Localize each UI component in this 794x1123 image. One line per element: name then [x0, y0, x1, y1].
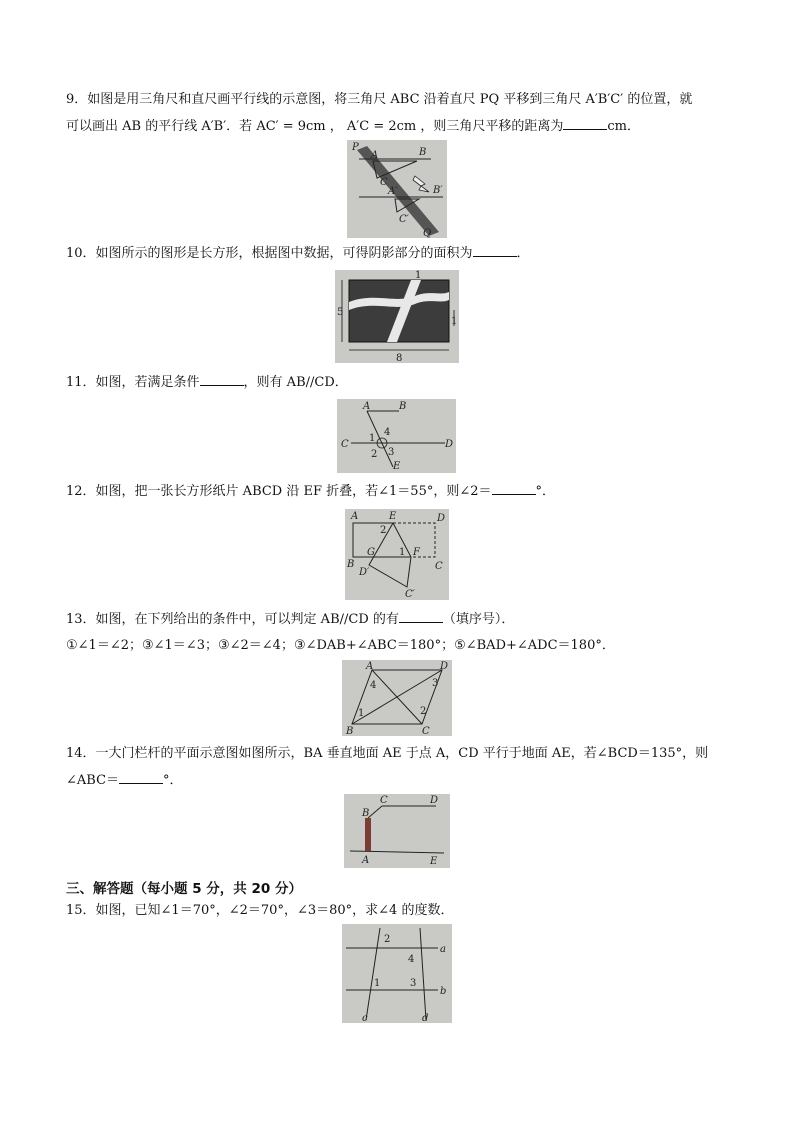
q15-label: d [422, 1013, 429, 1023]
q10-label: 1 [451, 316, 458, 327]
q9-label: C′ [399, 214, 409, 225]
q10-end: ． [516, 246, 530, 261]
q12-label: D [437, 513, 446, 524]
q11-label: 4 [384, 427, 391, 438]
q11-label: B [399, 401, 407, 412]
q9-label: Q [423, 228, 432, 238]
q11-label: E [393, 461, 401, 472]
q9-label: P [352, 142, 359, 153]
q13-label: C [422, 726, 430, 736]
q14-label: E [430, 856, 438, 867]
q11-label: C [341, 439, 349, 450]
q12-label: C [435, 561, 443, 572]
q9-label: A [371, 150, 379, 161]
q15-label: 4 [408, 954, 415, 965]
q13-figure [342, 660, 452, 736]
diagonal-bd [352, 670, 442, 724]
arrow-icon [413, 176, 429, 192]
q14-line2 [66, 771, 183, 790]
q11-label: A [363, 401, 371, 412]
q14-label: D [430, 795, 439, 806]
q12-label: D′ [359, 567, 370, 578]
q12-label: A [351, 511, 359, 522]
q11-label: D [445, 439, 454, 450]
q13-label: A [366, 661, 374, 672]
q11-figure [337, 399, 456, 473]
q11-answer-blank [200, 373, 244, 386]
q14-answer-blank [119, 771, 163, 784]
q10-label: 1 [415, 270, 422, 281]
q14-angle: ∠ABC＝ [66, 773, 120, 788]
q15-label: 3 [410, 978, 417, 989]
q12-text: 12．如图，把一张长方形纸片 ABCD 沿 EF 折叠，若∠1＝55°，则∠2＝ [66, 484, 492, 499]
q12-line [66, 482, 555, 501]
q15-label: b [440, 986, 447, 997]
q10-label: 8 [396, 353, 403, 363]
q12-label: B [347, 559, 355, 570]
q14-figure [344, 794, 450, 868]
q15-line: 15．如图，已知∠1＝70°，∠2＝70°，∠3＝80°，求∠4 的度数． [66, 903, 454, 918]
q11-label: 3 [388, 447, 395, 458]
q12-label: C′ [405, 589, 415, 600]
q10-answer-blank [473, 244, 517, 257]
q12-end: °． [535, 484, 556, 499]
q13-label: 3 [432, 678, 439, 689]
q11-line [66, 373, 348, 392]
q15-label: 1 [374, 978, 381, 989]
q13-options: ①∠1＝∠2；③∠1＝∠3；③∠2＝∠4；③∠DAB+∠ABC＝180°；⑤∠BAD+∠ADC＝180°． [66, 638, 615, 653]
q12-figure [345, 509, 449, 600]
q14-end: °． [163, 773, 183, 788]
q13-answer-blank [399, 610, 443, 623]
q14-label: B [362, 808, 370, 819]
q10-figure [335, 270, 459, 363]
section-heading: 三、解答题（每小题 5 分，共 20 分） [66, 881, 302, 897]
q12-label: 1 [399, 547, 406, 558]
q13-label: D [440, 661, 449, 672]
q10-label: 5 [337, 307, 344, 318]
q10-line [66, 244, 530, 263]
line-d [420, 928, 426, 1020]
post-ba [365, 818, 371, 851]
q12-label: 2 [380, 525, 387, 536]
q12-label: F [413, 547, 420, 558]
line-bc [368, 806, 382, 818]
q13-label: 1 [358, 708, 365, 719]
q14-label: A [362, 855, 370, 866]
q12-label: E [389, 511, 397, 522]
q13-line1 [66, 610, 514, 629]
q14-line1: 14．一大门栏杆的平面示意图如图所示，BA 垂直地面 AE 于点 A，CD 平行于地面 AE，若∠BCD＝135°，则 [66, 746, 709, 761]
q9-line2-text: 可以画出 AB 的平行线 A′B′．若 AC′ = 9cm ， A′C = 2cm ，则三角尺平移的距离为 [66, 119, 564, 134]
q11-end: ，则有 AB//CD． [243, 375, 348, 390]
q9-label: B′ [433, 185, 443, 196]
q9-figure [347, 140, 447, 238]
q9-line2 [66, 117, 640, 136]
ground-ae [350, 851, 444, 853]
q11-label: 2 [371, 449, 378, 460]
q9-label: C [380, 177, 388, 188]
q10-text: 10．如图所示的图形是长方形，根据图中数据，可得阴影部分的面积为 [66, 246, 473, 261]
q11-label: 1 [369, 433, 376, 444]
q15-label: 2 [384, 934, 391, 945]
q12-answer-blank [492, 482, 536, 495]
q11-text: 11．如图，若满足条件 [66, 375, 200, 390]
q9-line2-unit: cm． [607, 119, 640, 134]
q9-answer-blank [563, 117, 607, 130]
line-c [366, 928, 380, 1020]
q12-label: G [367, 547, 375, 558]
q9-label: B [419, 147, 427, 158]
q13-label: 4 [370, 680, 377, 691]
q14-label: C [380, 795, 388, 806]
q13-label: 2 [420, 706, 427, 717]
q9-label: A′ [388, 186, 398, 197]
q15-label: a [440, 944, 446, 955]
q9-line1: 9．如图是用三角尺和直尺画平行线的示意图，将三角尺 ABC 沿着直尺 PQ 平移到三角尺 A′B′C′ 的位置，就 [66, 92, 693, 107]
q13-end: （填序号）． [442, 612, 515, 627]
q13-label: B [346, 726, 354, 736]
q13-text: 13．如图，在下列给出的条件中，可以判定 AB//CD 的有 [66, 612, 399, 627]
q15-label: c [362, 1013, 368, 1023]
q15-figure [342, 924, 452, 1023]
